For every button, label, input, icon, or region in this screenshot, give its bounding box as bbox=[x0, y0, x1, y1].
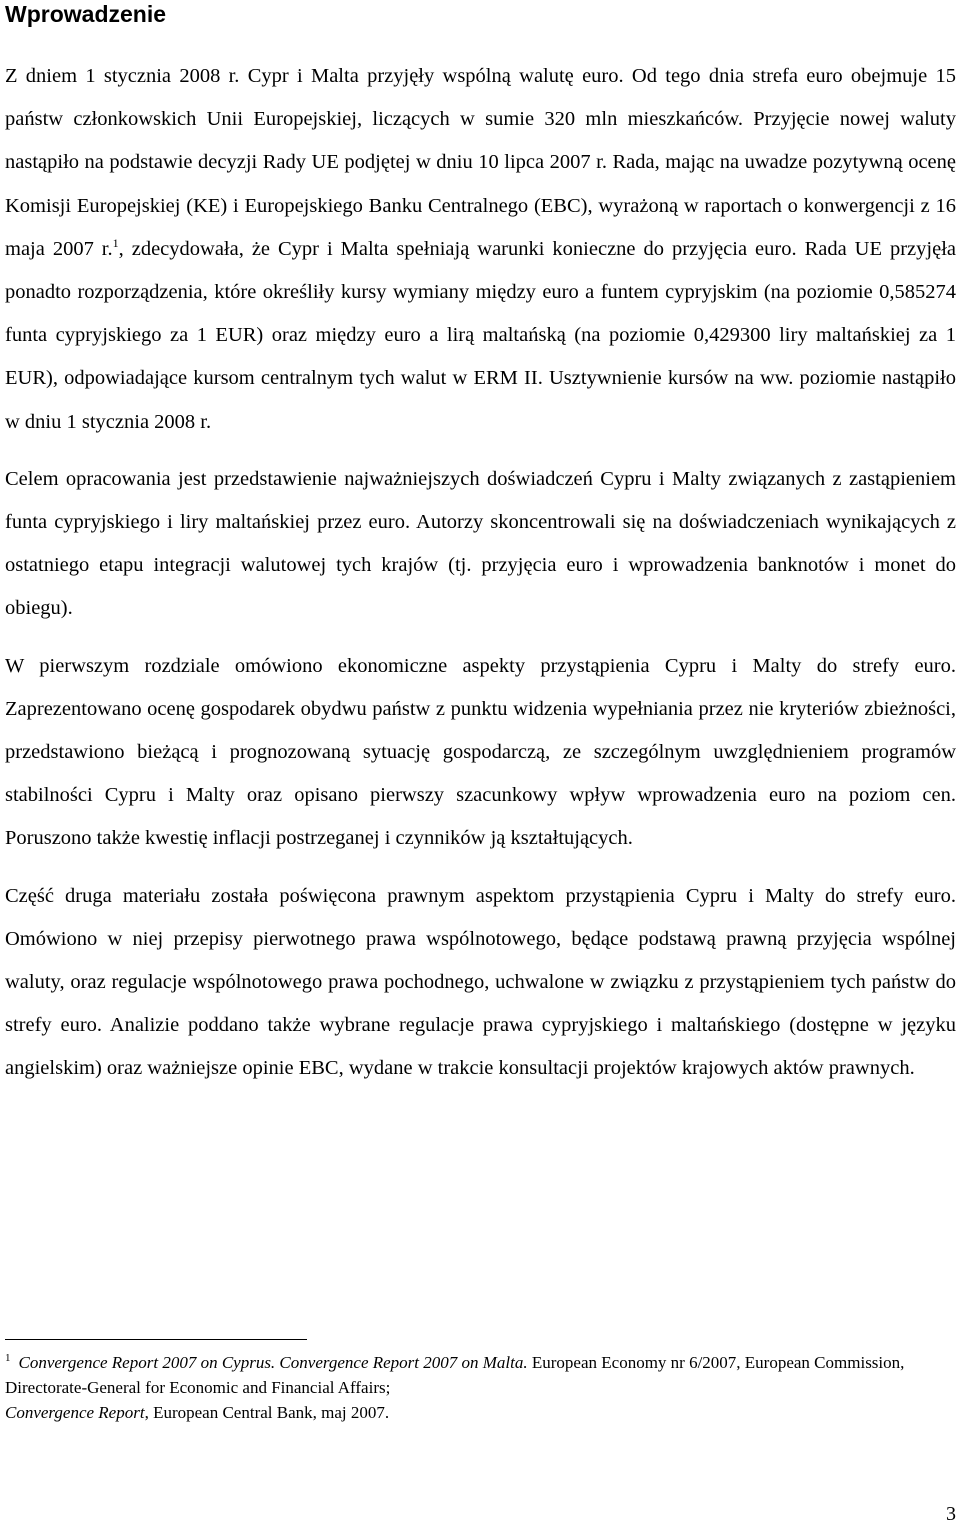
paragraph-2: Celem opracowania jest przedstawienie najważniejszych doświadczeń Cypru i Malty związanych z zastąpieniem funta cypryjskiego i liry maltańskiej przez euro. Autorzy skoncentrowali się na doświadczeniach wynikających z ostatniego etapu integracji walutowej tych krajów (tj. przyjęcia euro i wprowadzenia banknotów i monet do obiegu). bbox=[5, 467, 956, 620]
footnote-divider bbox=[5, 1339, 307, 1340]
document-page bbox=[5, 0, 956, 1537]
body-text bbox=[5, 55, 956, 1105]
footnote-text-1: European Economy nr 6/2007, European Commission, Directorate-General for Economic and Financial Affairs; bbox=[5, 1353, 905, 1397]
footnote-reference[interactable]: 1 bbox=[112, 235, 119, 250]
footnote bbox=[5, 1350, 956, 1425]
footnote-line-1 bbox=[5, 1350, 956, 1400]
footnote-line-2 bbox=[5, 1400, 956, 1425]
paragraph-1-part-b: , zdecydowała, że Cypr i Malta spełniają warunki konieczne do przyjęcia euro. Rada UE przyjęła ponadto rozporządzenia, które określiły kursy wymiany między euro a funtem cypryjskim (na poziomie 0,585274 funta cypryjskiego za 1 EUR) oraz między euro a lirą maltańską (na poziomie 0,429300 liry maltańskiej za 1 EUR), odpowiadające kursom centralnym tych walut w ERM II. Usztywnienie kursów na ww. poziomie nastąpiło w dniu 1 stycznia 2008 r. bbox=[5, 237, 956, 433]
section-heading: Wprowadzenie bbox=[5, 1, 167, 27]
footnote-mark: 1 bbox=[5, 1352, 11, 1365]
paragraph-3: W pierwszym rozdziale omówiono ekonomiczne aspekty przystąpienia Cypru i Malty do strefy euro. Zaprezentowano ocenę gospodarek obydwu państw z punktu widzenia wypełniania przez nie kryteriów zbieżności, przedstawiono bieżącą i prognozowaną sytuację gospodarczą, ze szczególnym uwzględnieniem programów stabilności Cypru i Malty oraz opisano pierwszy szacunkowy wpływ wprowadzenia euro na poziom cen. Poruszono także kwestię inflacji postrzeganej i czynników ją kształtujących. bbox=[5, 654, 956, 850]
footnote-italic-title-1: Convergence Report 2007 on Cyprus. Convergence Report 2007 on Malta. bbox=[18, 1353, 528, 1372]
footnote-italic-title-2: Convergence Report bbox=[5, 1403, 145, 1422]
footnote-text-2: , European Central Bank, maj 2007. bbox=[144, 1403, 390, 1422]
paragraph-1-part-a: Z dniem 1 stycznia 2008 r. Cypr i Malta przyjęły wspólną walutę euro. Od tego dnia strefa euro obejmuje 15 państw członkowskich Unii Europejskiej, liczących w sumie 320 mln mieszkańców. Przyjęcie nowej waluty nastąpiło na podstawie decyzji Rady UE podjętej w dniu 10 lipca 2007 r. Rada, mając na uwadze pozytywną ocenę Komisji Europejskiej (KE) i Europejskiego Banku Centralnego (EBC), wyrażoną w raportach o konwergencji z 16 maja 2007 r. bbox=[5, 65, 956, 260]
page-number: 3 bbox=[946, 1503, 956, 1525]
paragraph-4: Część druga materiału została poświęcona prawnym aspektom przystąpienia Cypru i Malty do strefy euro. Omówiono w niej przepisy pierwotnego prawa wspólnotowego, będące podstawą prawną przyjęcia wspólnej waluty, oraz regulacje wspólnotowego prawa pochodnego, uchwalone w związku z przystąpieniem tych państw do strefy euro. Analizie poddano także wybrane regulacje prawa cypryjskiego i maltańskiego (dostępne w języku angielskim) oraz ważniejsze opinie EBC, wydane w trakcie konsultacji projektów krajowych aktów prawnych. bbox=[5, 884, 956, 1080]
paragraph-1 bbox=[5, 55, 956, 444]
